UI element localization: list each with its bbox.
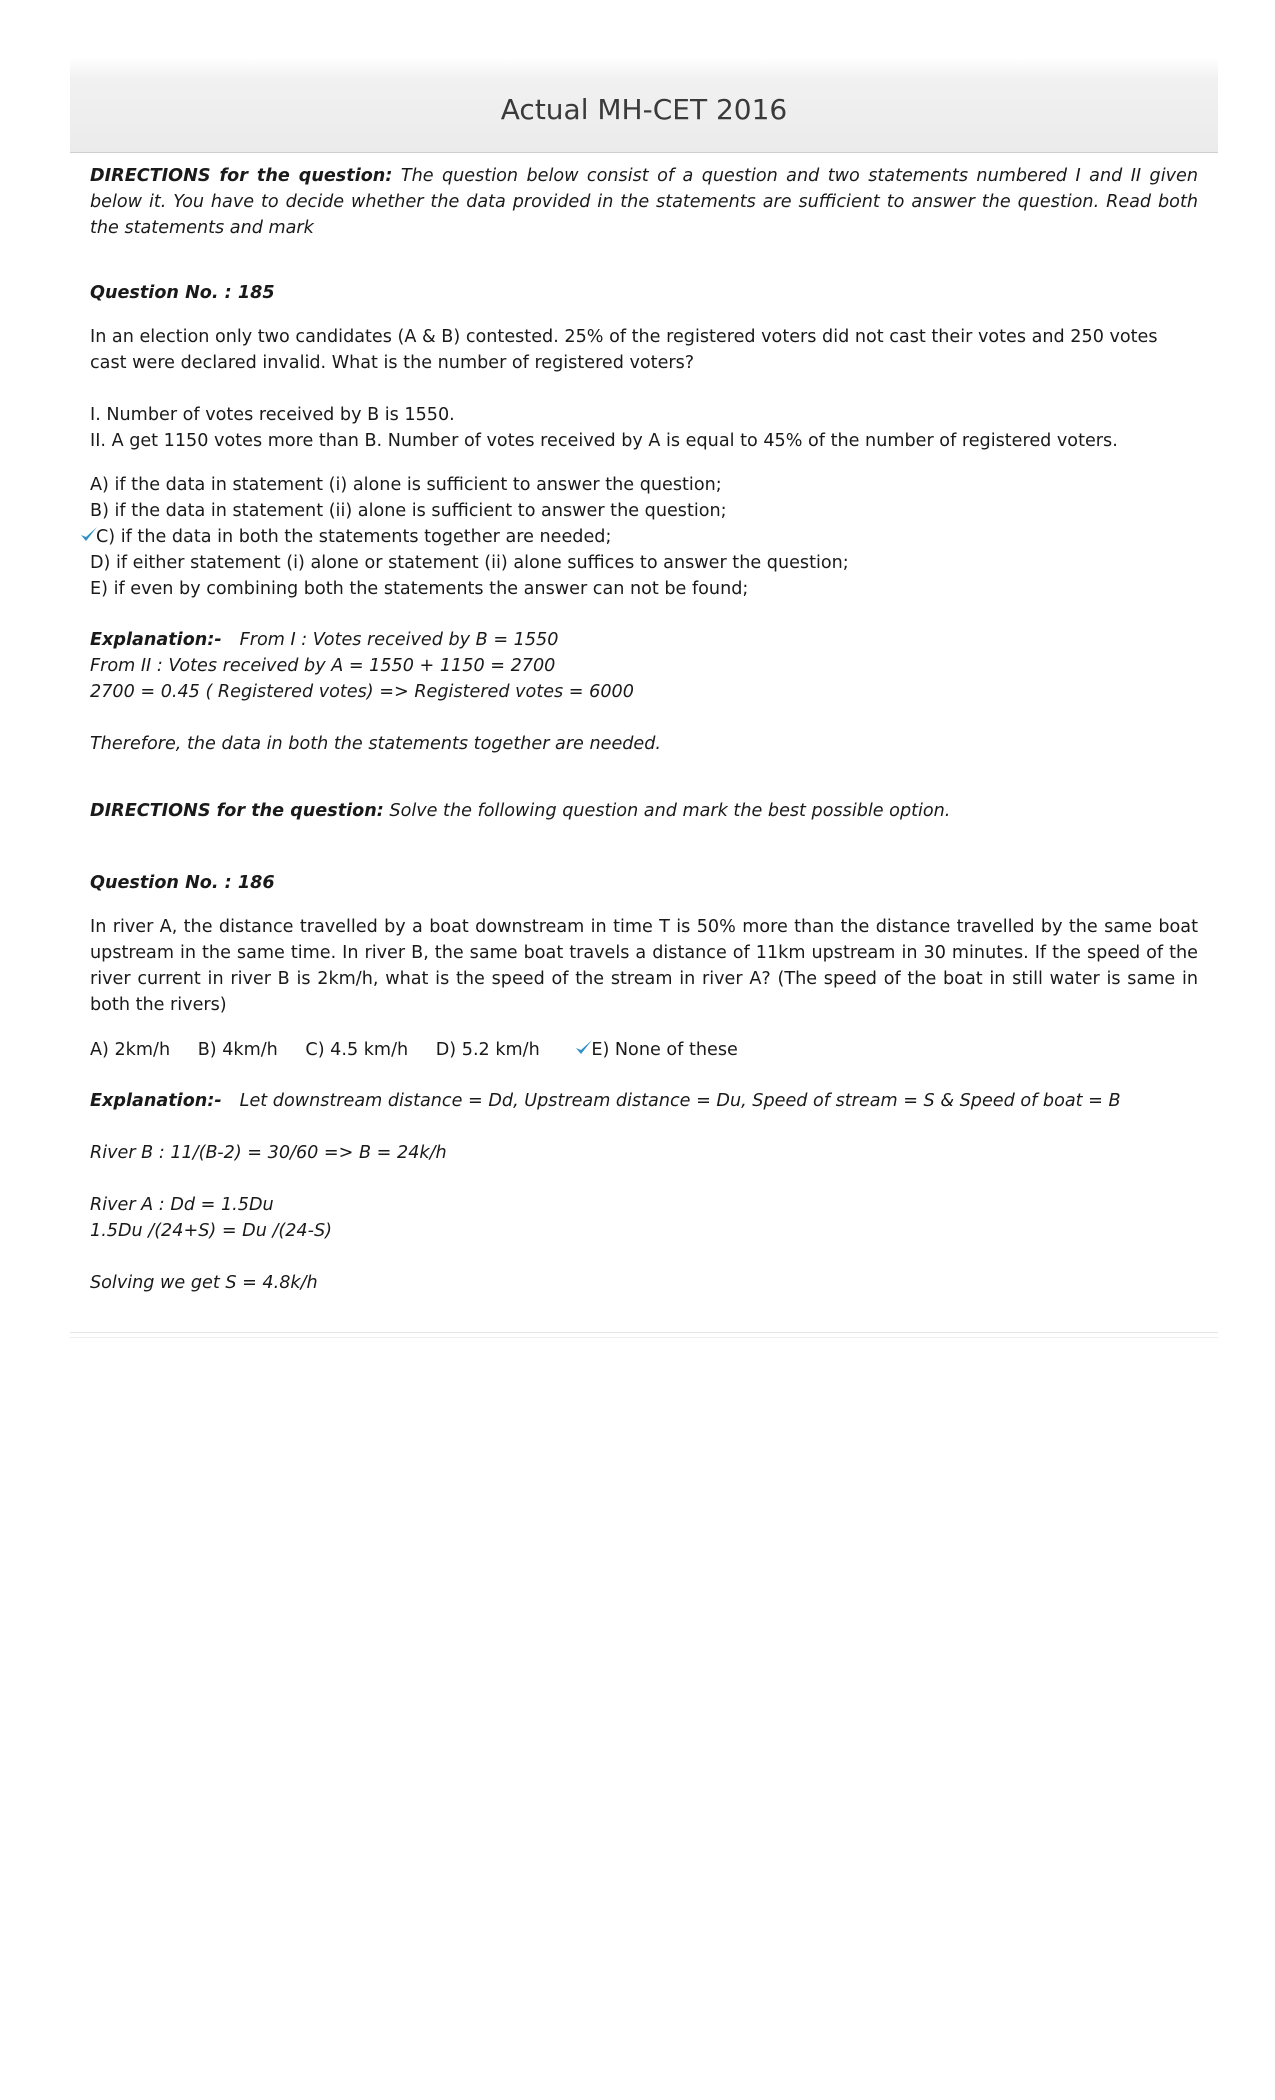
option-b[interactable]: B) 4km/h xyxy=(197,1040,278,1060)
option-a[interactable]: A) 2km/h xyxy=(90,1040,171,1060)
option-c[interactable]: C) 4.5 km/h xyxy=(305,1040,409,1060)
explanation-label: Explanation:- xyxy=(90,630,222,650)
option-c-text: C) if the data in both the statements together are needed; xyxy=(96,527,612,547)
explanation-line: River B : 11/(B-2) = 30/60 => B = 24k/h xyxy=(90,1143,447,1163)
directions-185 xyxy=(90,163,1198,241)
directions-186 xyxy=(90,798,1198,824)
explanation-line: Let downstream distance = Dd, Upstream distance = Du, Speed of stream = S & Speed of boat = B xyxy=(239,1091,1121,1111)
page-frame xyxy=(70,58,1218,1296)
option-b-text: B) if the data in statement (ii) alone is sufficient to answer the question; xyxy=(90,501,727,521)
statement-1: I. Number of votes received by B is 1550. xyxy=(90,405,455,425)
statement-2: II. A get 1150 votes more than B. Number of votes received by A is equal to 45% of the number of registered voters. xyxy=(90,431,1118,451)
option-d[interactable]: D) 5.2 km/h xyxy=(435,1040,540,1060)
explanation-line: Therefore, the data in both the statements together are needed. xyxy=(90,734,662,754)
explanation-line: From I : Votes received by B = 1550 xyxy=(239,630,559,650)
option-e-text: E) if even by combining both the statements the answer can not be found; xyxy=(90,579,749,599)
option-c[interactable] xyxy=(74,524,1198,550)
explanation-line: 1.5Du /(24+S) = Du /(24-S) xyxy=(90,1221,332,1241)
directions-label: DIRECTIONS for the question: xyxy=(90,801,384,821)
page-title: Actual MH-CET 2016 xyxy=(500,93,788,126)
question-text-186: In river A, the distance travelled by a boat downstream in time T is 50% more than the distance travelled by the same boat upstream in the same time. In river B, the same boat travels a distance of 11km upstream in 30 minutes. If the speed of the river current in river B is 2km/h, what is the speed of the stream in river A? (The speed of the boat in still water is same in both the rivers) xyxy=(90,917,1198,1015)
footer-divider xyxy=(70,1337,1218,1338)
directions-text: The question below consist of a question and two statements numbered I and II given below it. You have to decide whether the data provided in the statements are sufficient to answer the question. Read both the statements and mark xyxy=(90,166,1198,238)
directions-label: DIRECTIONS for the question: xyxy=(90,166,393,186)
option-b[interactable] xyxy=(90,498,1198,524)
directions-text: Solve the following question and mark the best possible option. xyxy=(383,801,951,821)
option-e[interactable]: E) None of these xyxy=(591,1040,738,1060)
explanation-line: River A : Dd = 1.5Du xyxy=(90,1195,274,1215)
options-185 xyxy=(90,472,1198,602)
explanation-line: Solving we get S = 4.8k/h xyxy=(90,1273,318,1293)
explanation-label: Explanation:- xyxy=(90,1091,222,1111)
explanation-line: 2700 = 0.45 ( Registered votes) => Registered votes = 6000 xyxy=(90,682,634,702)
options-186 xyxy=(90,1037,1198,1063)
option-d-text: D) if either statement (i) alone or statement (ii) alone suffices to answer the question; xyxy=(90,553,849,573)
explanation-186 xyxy=(90,1088,1198,1296)
page-header xyxy=(70,58,1218,153)
question-number-186: Question No. : 186 xyxy=(90,873,275,893)
checkmark-icon xyxy=(80,526,96,544)
option-a[interactable] xyxy=(90,472,1198,498)
question-number-185: Question No. : 185 xyxy=(90,283,275,303)
checkmark-icon xyxy=(575,1039,591,1057)
explanation-185 xyxy=(90,627,1198,757)
question-text-185: In an election only two candidates (A & B) contested. 25% of the registered voters did not cast their votes and 250 votes cast were declared invalid. What is the number of registered voters? xyxy=(90,327,1158,373)
option-a-text: A) if the data in statement (i) alone is sufficient to answer the question; xyxy=(90,475,722,495)
option-d[interactable] xyxy=(90,550,1198,576)
content-area xyxy=(70,153,1218,1296)
footer-divider xyxy=(70,1332,1218,1333)
option-e[interactable] xyxy=(90,576,1198,602)
explanation-line: From II : Votes received by A = 1550 + 1150 = 2700 xyxy=(90,656,556,676)
